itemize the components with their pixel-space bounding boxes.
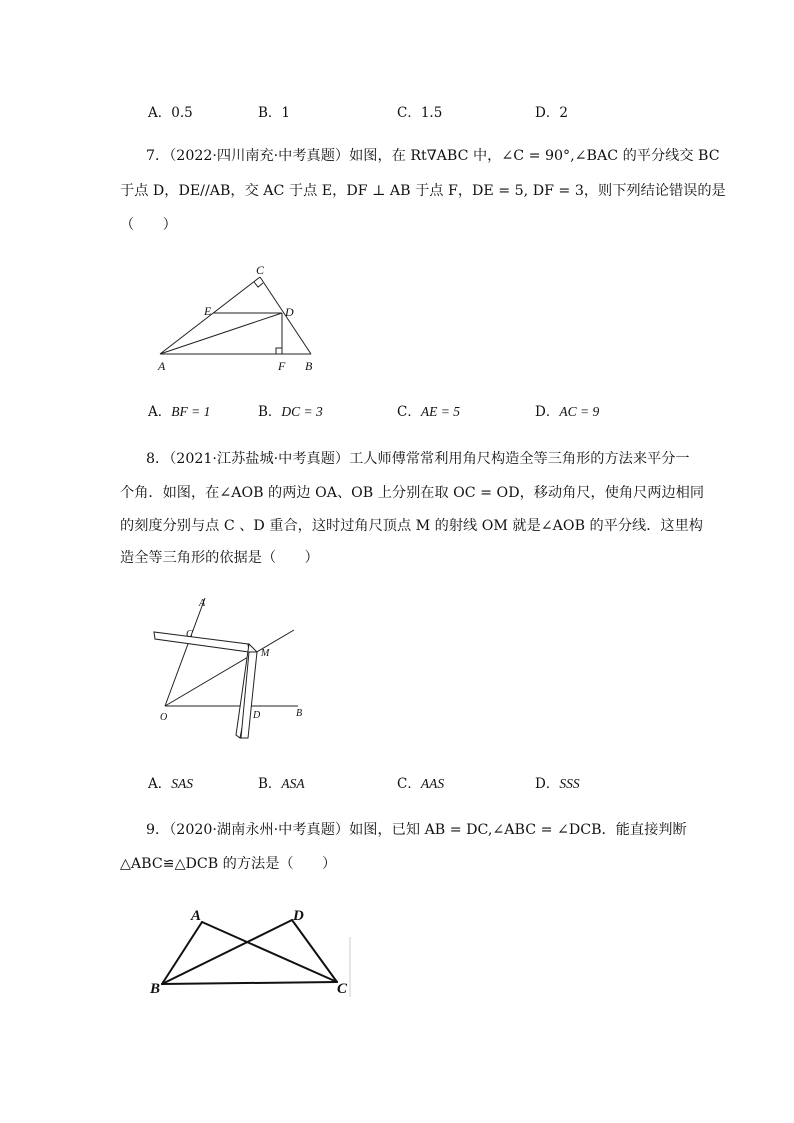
option-letter: A．	[148, 404, 172, 420]
q8-figure	[148, 592, 318, 747]
q9-text-line-2: △ABC≌△DCB 的方法是（ ）	[120, 856, 337, 872]
q7-label-d: D	[285, 305, 294, 319]
q6-option-a[interactable]	[148, 103, 193, 123]
q6-option-b[interactable]	[258, 103, 290, 123]
option-letter: A．	[148, 776, 172, 792]
option-letter: C．	[397, 105, 421, 121]
q7-text-line-2: 于点 D，DE//AB，交 AC 于点 E，DF ⊥ AB 于点 F，DE = 5, DF = 3，则下列结论错误的是	[120, 183, 726, 199]
option-value: DC = 3	[281, 404, 323, 419]
option-value: AAS	[420, 776, 445, 791]
option-value: 0.5	[171, 105, 193, 121]
q7-label-c: C	[256, 263, 265, 277]
option-value: 1	[281, 105, 291, 121]
q7-right-angle-f	[276, 348, 282, 354]
q9-figure	[148, 902, 358, 1002]
q6-option-d[interactable]	[535, 103, 568, 123]
q8-text-line-4: 造全等三角形的依据是（ ）	[120, 550, 319, 566]
q7-text-line-1: 7．（2022·四川南充·中考真题）如图，在 Rt∇ABC 中，∠C = 90°,∠BAC 的平分线交 BC	[146, 148, 720, 164]
option-letter: B．	[258, 776, 282, 792]
q9-text-line-1: 9．（2020·湖南永州·中考真题）如图，已知 AB = DC,∠ABC = ∠DCB．能直接判断	[146, 822, 687, 838]
option-letter: D．	[535, 404, 560, 420]
q9-label-b: B	[150, 981, 161, 997]
option-value: AE = 5	[420, 404, 460, 419]
q7-option-d[interactable]	[535, 402, 599, 422]
option-value: SAS	[171, 776, 193, 791]
q7-option-b[interactable]	[258, 402, 323, 422]
option-value: ASA	[281, 776, 305, 791]
option-letter: B．	[258, 105, 282, 121]
q8-label-m: M	[261, 648, 270, 659]
q8-label-c: C	[186, 629, 193, 640]
q7-figure	[150, 262, 330, 377]
option-letter: D．	[535, 776, 560, 792]
q9-label-c: C	[337, 981, 348, 997]
q8-option-b[interactable]	[258, 774, 305, 794]
option-letter: B．	[258, 404, 282, 420]
q9-segment-bc	[162, 982, 337, 984]
q8-text-line-2: 个角．如图，在∠AOB 的两边 OA、OB 上分别在取 OC = OD，移动角尺，使角尺两边相同	[120, 485, 705, 501]
option-letter: C．	[397, 404, 421, 420]
q6-option-c[interactable]	[397, 103, 442, 123]
option-letter: D．	[535, 105, 560, 121]
q8-text-line-1: 8．（2021·江苏盐城·中考真题）工人师傅常常利用角尺构造全等三角形的方法来平分一	[146, 451, 690, 467]
q8-label-b: B	[296, 708, 303, 719]
q9-label-a: A	[191, 908, 202, 924]
q8-option-d[interactable]	[535, 774, 580, 794]
option-letter: A．	[148, 105, 172, 121]
q7-option-c[interactable]	[397, 402, 460, 422]
q7-label-e: E	[204, 304, 212, 318]
q7-right-angle-c	[254, 282, 263, 287]
option-value: SSS	[559, 776, 580, 791]
q7-label-a: A	[158, 359, 166, 373]
q9-label-d: D	[293, 908, 304, 924]
q8-square-arm-1	[154, 632, 249, 652]
option-value: AC = 9	[559, 404, 600, 419]
q7-text-line-3: （ ）	[120, 217, 177, 233]
option-value: 1.5	[420, 105, 443, 121]
q8-label-d: D	[253, 710, 261, 721]
q8-label-a: A	[199, 598, 206, 609]
q7-label-f: F	[278, 359, 286, 373]
option-letter: C．	[397, 776, 421, 792]
q7-option-a[interactable]	[148, 402, 210, 422]
q8-option-c[interactable]	[397, 774, 444, 794]
q8-text-line-3: 的刻度分别与点 C 、D 重合，这时过角尺顶点 M 的射线 OM 就是∠AOB 的平分线．这里构	[120, 518, 703, 534]
q8-option-a[interactable]	[148, 774, 193, 794]
q7-segment-ad	[160, 313, 282, 354]
option-value: 2	[559, 105, 568, 121]
q8-label-o: O	[160, 712, 168, 723]
q8-ray-oa	[165, 598, 205, 706]
q7-label-b: B	[305, 359, 313, 373]
option-value: BF = 1	[171, 404, 211, 419]
